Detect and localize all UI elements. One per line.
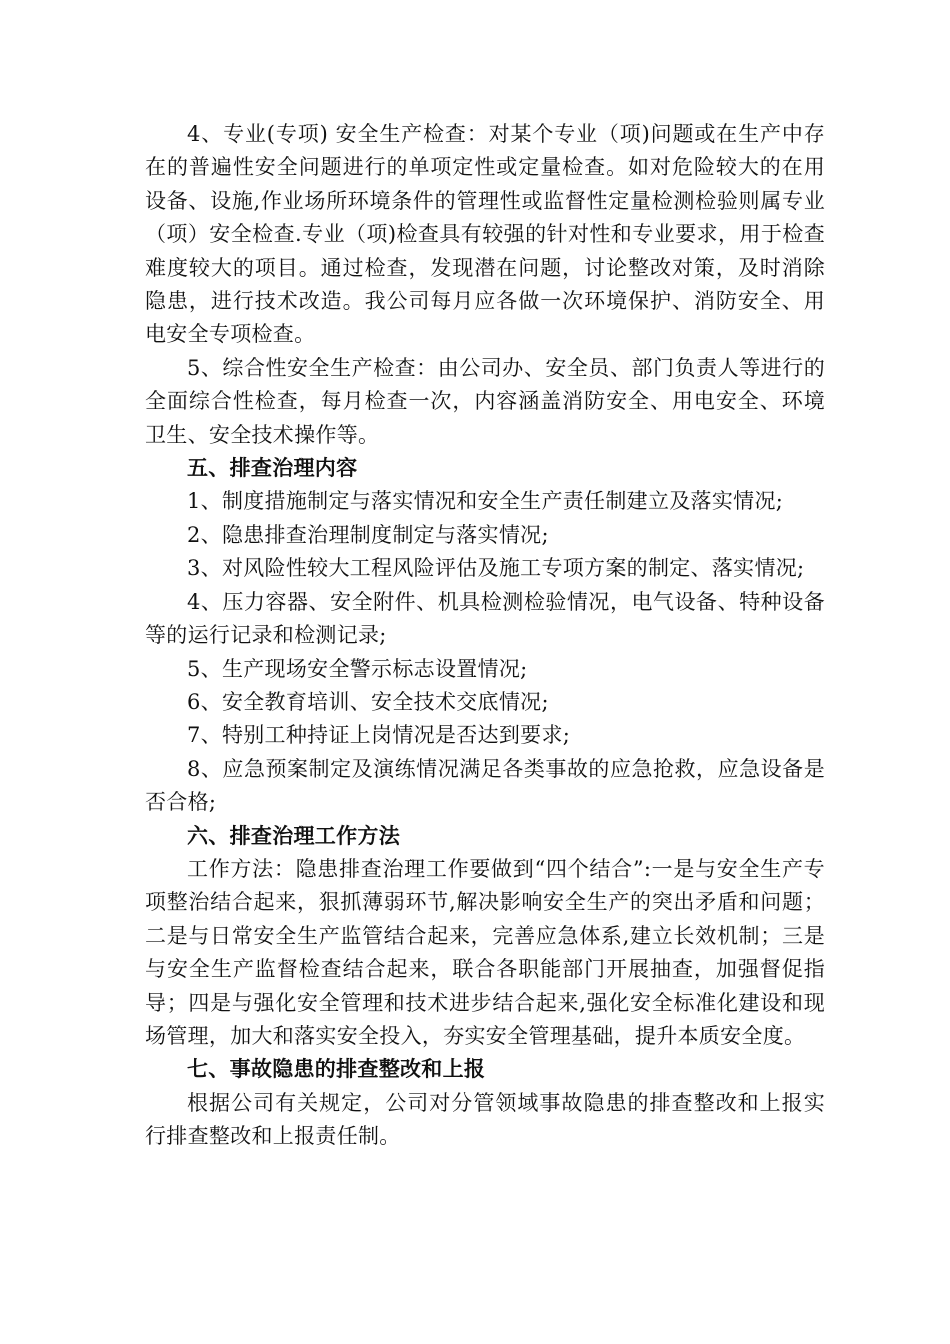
- method-paragraph: 工作方法：隐患排查治理工作要做到“四个结合”:一是与安全生产专项整治结合起来，狠抓薄弱环节,解决影响安全生产的突出矛盾和问题；二是与日常安全生产监管结合起来，完善应急体系,建立长效机制；三是与安全生产监督检查结合起来，联合各职能部门开展抽查，加强督促指导；四是与强化安全管理和技术进步结合起来,强化安全标准化建设和现场管理，加大和落实安全投入，夯实安全管理基础，提升本质安全度。: [145, 856, 825, 1048]
- section-heading-reporting: 七、事故隐患的排查整改和上报: [187, 1057, 486, 1082]
- section-heading-content: 五、排查治理内容: [187, 456, 358, 481]
- content-item-1: 1、制度措施制定与落实情况和安全生产责任制建立及落实情况;: [187, 489, 784, 514]
- inspection-item-specialized: 4、专业(专项) 安全生产检查：对某个专业（项)问题或在生产中存在的普遍性安全问题进行的单项定性或定量检查。如对危险较大的在用设备、设施,作业场所环境条件的管理性或监督性定量检测检验则属专业（项）安全检查.专业（项)检查具有较强的针对性和专业要求，用于检查难度较大的项目。通过检查，发现潜在问题，讨论整改对策，及时消除隐患，进行技术改造。我公司每月应各做一次环境保护、消防安全、用电安全专项检查。: [145, 122, 825, 347]
- reporting-paragraph: 根据公司有关规定，公司对分管领域事故隐患的排查整改和上报实行排查整改和上报责任制。: [145, 1090, 825, 1149]
- content-item-6: 6、安全教育培训、安全技术交底情况;: [187, 689, 549, 714]
- content-item-8: 8、应急预案制定及演练情况满足各类事故的应急抢救，应急设备是否合格;: [145, 756, 825, 815]
- content-item-4: 4、压力容器、安全附件、机具检测检验情况，电气设备、特种设备等的运行记录和检测记录;: [145, 589, 825, 648]
- content-item-5: 5、生产现场安全警示标志设置情况;: [187, 656, 528, 681]
- inspection-item-comprehensive: 5、综合性安全生产检查：由公司办、安全员、部门负责人等进行的全面综合性检查，每月检查一次，内容涵盖消防安全、用电安全、环境卫生、安全技术操作等。: [145, 355, 825, 447]
- content-item-7: 7、特别工种持证上岗情况是否达到要求;: [187, 723, 571, 748]
- document-page: [145, 118, 825, 1154]
- section-heading-method: 六、排查治理工作方法: [187, 823, 400, 848]
- content-item-3: 3、对风险性较大工程风险评估及施工专项方案的制定、落实情况;: [187, 556, 805, 581]
- content-item-2: 2、隐患排查治理制度制定与落实情况;: [187, 522, 549, 547]
